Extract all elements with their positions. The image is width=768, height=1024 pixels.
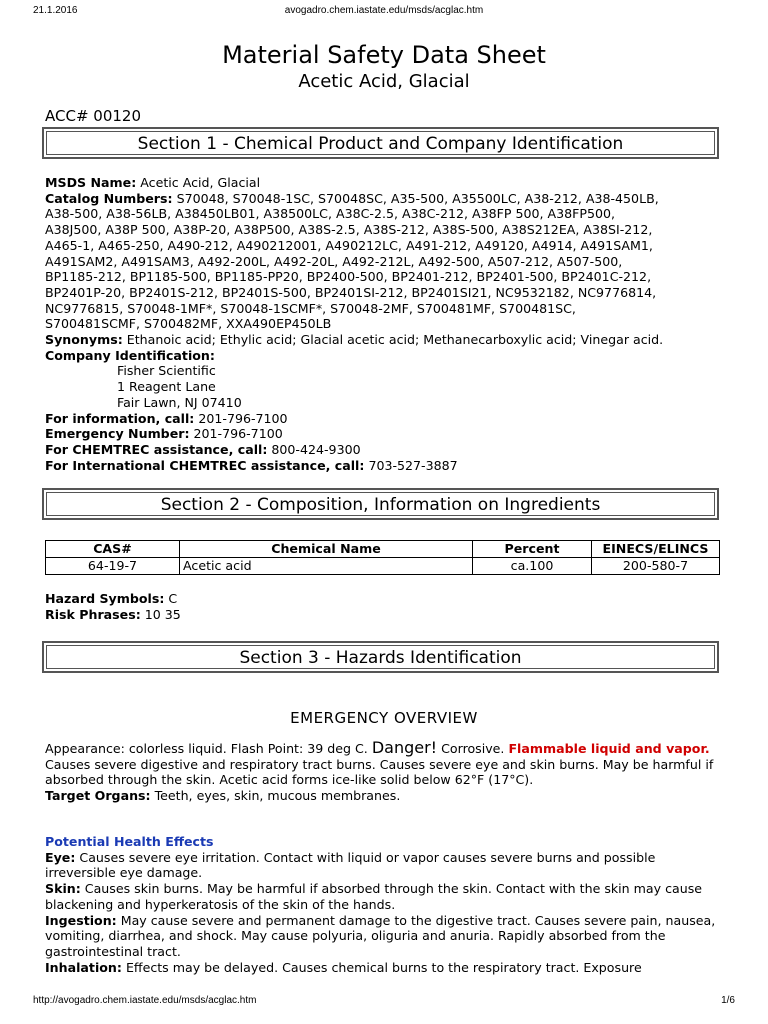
page-subtitle: Acetic Acid, Glacial (298, 71, 470, 92)
section-1-header (42, 127, 719, 159)
page-title: Material Safety Data Sheet (222, 41, 546, 69)
section-1-content (45, 175, 725, 473)
skin-effects: Skin: Causes skin burns. May be harmful if absorbed through the skin. Contact with the skin may cause blackening and hyperkeratosis of the skin of the hands. (45, 881, 703, 912)
danger-word: Danger! (371, 738, 438, 757)
hazard-symbols-line: Hazard Symbols: C (45, 591, 178, 606)
intl-chemtrec-phone-line: For International CHEMTREC assistance, call: 703-527-3887 (45, 457, 458, 473)
catalog-numbers: Catalog Numbers: S70048, S70048-1SC, S70048SC, A35-500, A35500LC, A38-212, A38-450LB, A38-500, A38-56LB, A38450LB01, A38500LC, A38C-2.5, A38C-212, A38FP 500, A38FP500, A38J500, A38P 500, A38P-20, A38P500, A38S-2.5, A38S-212, A38S-500, A38S212EA, A38SI-212, A465-1, A465-250, A490-212, A490212001, A490212LC, A491-212, A49120, A4914, A491SAM1, A491SAM2, A491SAM3, A492-200L, A492-20L, A492-212L, A492-500, A507-212, A507-500, BP1185-212, BP1185-500, BP1185-PP20, BP2400-500, BP2401-212, BP2401-500, BP2401C-212, BP2401P-20, BP2401S-212, BP2401S-500, BP2401SI-212, BP2401SI21, NC9532182, NC9776814, NC9776815, S70048-1MF*, S70048-1SCMF*, S70048-2MF, S700481MF, S700481SC, S700481SCMF, S700482MF, XXA490EP450LB (45, 190, 659, 332)
flammable-warning: Flammable liquid and vapor. (508, 741, 710, 756)
page-number: 1/6 (721, 995, 735, 1006)
print-header-url: avogadro.chem.iastate.edu/msds/acglac.htm (284, 5, 484, 16)
emergency-overview-text (45, 740, 725, 804)
section-2-notes (45, 591, 725, 622)
target-organs-line: Target Organs: Teeth, eyes, skin, mucous membranes. (45, 788, 401, 804)
column-header-cas: CAS# (46, 541, 180, 558)
section-2-header (42, 488, 719, 520)
company-identification: Company Identification: (45, 347, 215, 363)
eye-effects: Eye: Causes severe eye irritation. Contact with liquid or vapor causes severe burns and possible irreversible eye damage. (45, 849, 656, 881)
table-row (46, 558, 720, 575)
emergency-phone-line: Emergency Number: 201-796-7100 (45, 426, 283, 442)
section-3-title: Section 3 - Hazards Identification (46, 645, 715, 669)
cell-cas: 64-19-7 (46, 558, 180, 575)
ingestion-effects: Ingestion: May cause severe and permanent damage to the digestive tract. Causes severe pain, nausea, vomiting, diarrhea, and shock. May cause polyuria, oliguria and anuria. Rapidly absorbed from the gastrointestinal tract. (45, 912, 716, 959)
company-city: Fair Lawn, NJ 07410 (117, 394, 242, 410)
column-header-einecs: EINECS/ELINCS (592, 541, 720, 558)
cell-einecs: 200-580-7 (592, 558, 720, 575)
print-date: 21.1.2016 (33, 5, 78, 16)
company-name: Fisher Scientific (117, 363, 216, 379)
cell-chemical-name: Acetic acid (180, 558, 473, 575)
section-3-header (42, 641, 719, 673)
section-1-title: Section 1 - Chemical Product and Company Identification (46, 131, 715, 155)
inhalation-effects: Inhalation: Effects may be delayed. Causes chemical burns to the respiratory tract. Exposure (45, 959, 642, 975)
company-street: 1 Reagent Lane (117, 379, 216, 395)
column-header-percent: Percent (473, 541, 592, 558)
overview-paragraph: Appearance: colorless liquid. Flash Point: 39 deg C. Danger! Corrosive. Flammable liquid and vapor. Causes severe digestive and respiratory tract burns. Causes severe eye and skin burns. May be harmful if absorbed through the skin. Acetic acid forms ice-like solid below 62°F (17°C). (45, 738, 714, 788)
chemtrec-phone-line: For CHEMTREC assistance, call: 800-424-9300 (45, 441, 361, 457)
msds-name-line: MSDS Name: Acetic Acid, Glacial (45, 175, 261, 190)
risk-phrases-line: Risk Phrases: 10 35 (45, 606, 181, 622)
synonyms-line: Synonyms: Ethanoic acid; Ethylic acid; Glacial acetic acid; Methanecarboxylic acid; Vinegar acid. (45, 332, 664, 348)
table-header-row (46, 541, 720, 558)
potential-health-effects (45, 834, 725, 975)
info-phone-line: For information, call: 201-796-7100 (45, 410, 288, 426)
cell-percent: ca.100 (473, 558, 592, 575)
potential-health-effects-heading: Potential Health Effects (45, 834, 214, 849)
emergency-overview-title: EMERGENCY OVERVIEW (290, 709, 478, 727)
print-footer-url: http://avogadro.chem.iastate.edu/msds/acglac.htm (33, 995, 257, 1006)
composition-table (45, 540, 720, 575)
section-2-title: Section 2 - Composition, Information on Ingredients (46, 492, 715, 516)
acc-number: ACC# 00120 (45, 107, 141, 125)
column-header-chemical-name: Chemical Name (180, 541, 473, 558)
